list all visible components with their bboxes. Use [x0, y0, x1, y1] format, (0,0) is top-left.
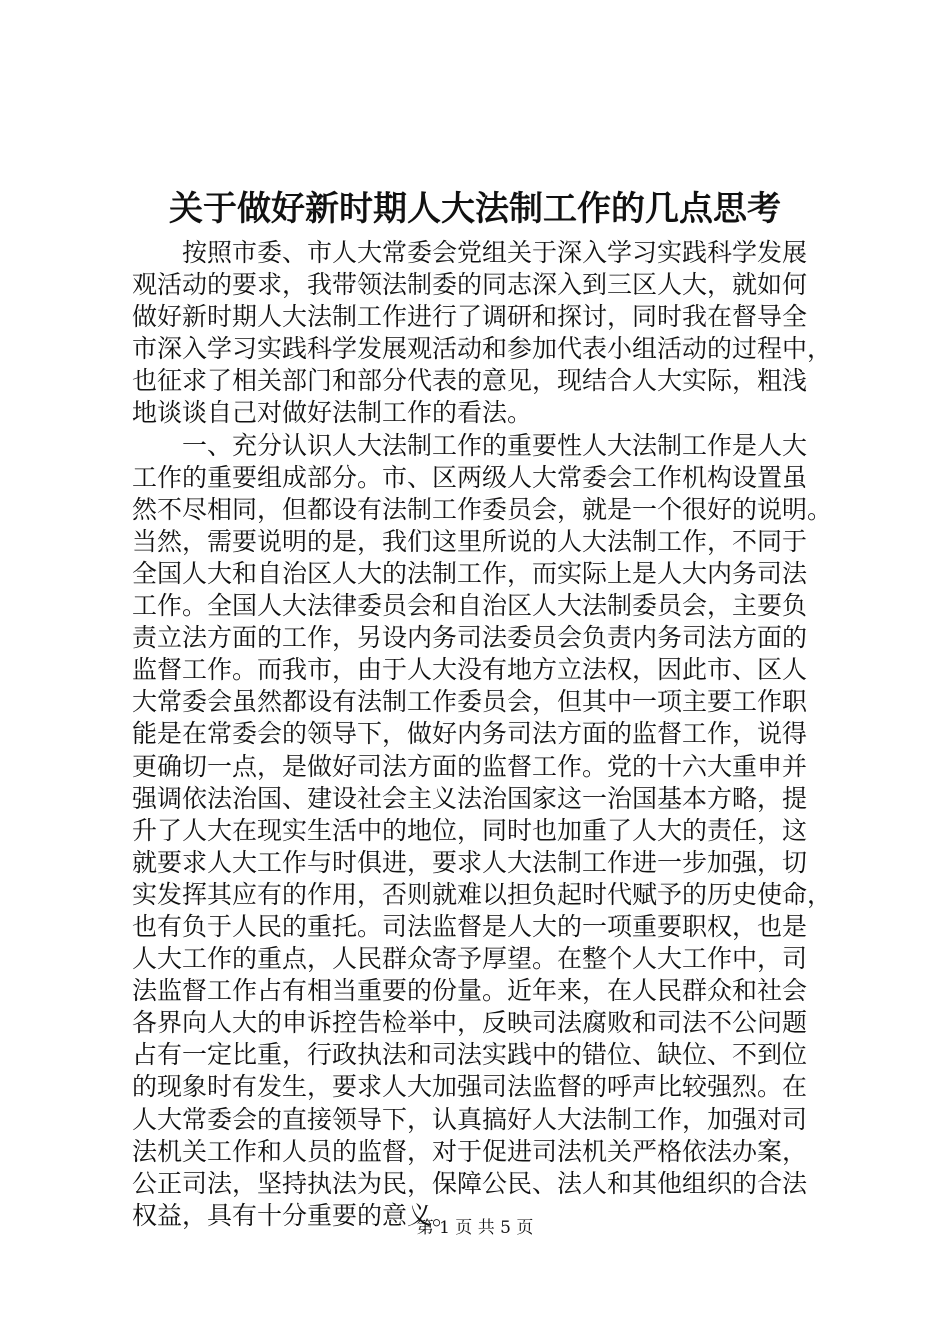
body-line: 就要求人大工作与时俱进，要求人大法制工作进一步加强，切 [132, 847, 808, 877]
page-number-footer: 第 1 页 共 5 页 [416, 1218, 534, 1238]
body-line: 观活动的要求，我带领法制委的同志深入到三区人大，就如何 [132, 270, 808, 300]
body-line: 监督工作。而我市，由于人大没有地方立法权，因此市、区人 [132, 655, 808, 685]
body-line: 地谈谈自己对做好法制工作的看法。 [132, 398, 533, 428]
body-line: 人大常委会的直接领导下，认真搞好人大法制工作，加强对司 [132, 1104, 808, 1134]
body-line: 的现象时有发生，要求人大加强司法监督的呼声比较强烈。在 [132, 1072, 808, 1102]
body-line: 更确切一点，是做好司法方面的监督工作。党的十六大重申并 [132, 751, 808, 781]
body-line: 一、充分认识人大法制工作的重要性人大法制工作是人大 [132, 430, 808, 460]
body-line: 也征求了相关部门和部分代表的意见，现结合人大实际，粗浅 [132, 366, 808, 396]
body-line: 市深入学习实践科学发展观活动和参加代表小组活动的过程中， [132, 334, 833, 364]
body-line: 权益，具有十分重要的意义。 [132, 1200, 458, 1230]
body-line: 大常委会虽然都设有法制工作委员会，但其中一项主要工作职 [132, 687, 808, 717]
body-line: 也有负于人民的重托。司法监督是人大的一项重要职权，也是 [132, 911, 808, 941]
body-line: 占有一定比重，行政执法和司法实践中的错位、缺位、不到位 [132, 1040, 808, 1070]
body-line: 实发挥其应有的作用，否则就难以担负起时代赋予的历史使命， [132, 879, 833, 909]
body-line: 法机关工作和人员的监督，对于促进司法机关严格依法办案， [132, 1136, 808, 1166]
body-line: 人大工作的重点，人民群众寄予厚望。在整个人大工作中，司 [132, 944, 808, 974]
document-body [132, 237, 833, 1232]
document-title: 关于做好新时期人大法制工作的几点思考 [169, 189, 781, 229]
body-line: 然不尽相同，但都设有法制工作委员会，就是一个很好的说明。 [132, 494, 833, 524]
body-line: 当然，需要说明的是，我们这里所说的人大法制工作，不同于 [132, 526, 808, 556]
body-line: 按照市委、市人大常委会党组关于深入学习实践科学发展 [132, 238, 808, 267]
body-line: 强调依法治国、建设社会主义法治国家这一治国基本方略，提 [132, 783, 808, 813]
body-line: 做好新时期人大法制工作进行了调研和探讨，同时我在督导全 [132, 302, 808, 332]
body-line: 工作的重要组成部分。市、区两级人大常委会工作机构设置虽 [132, 462, 808, 492]
body-line: 责立法方面的工作，另设内务司法委员会负责内务司法方面的 [132, 623, 808, 653]
body-line: 公正司法，坚持执法为民，保障公民、法人和其他组织的合法 [132, 1168, 808, 1198]
body-line: 全国人大和自治区人大的法制工作，而实际上是人大内务司法 [132, 558, 808, 588]
body-line: 能是在常委会的领导下，做好内务司法方面的监督工作，说得 [132, 719, 808, 749]
body-line: 法监督工作占有相当重要的份量。近年来，在人民群众和社会 [132, 976, 808, 1006]
body-line: 各界向人大的申诉控告检举中，反映司法腐败和司法不公问题 [132, 1008, 808, 1038]
body-line: 工作。全国人大法律委员会和自治区人大法制委员会，主要负 [132, 591, 808, 621]
body-line: 升了人大在现实生活中的地位，同时也加重了人大的责任，这 [132, 815, 808, 845]
